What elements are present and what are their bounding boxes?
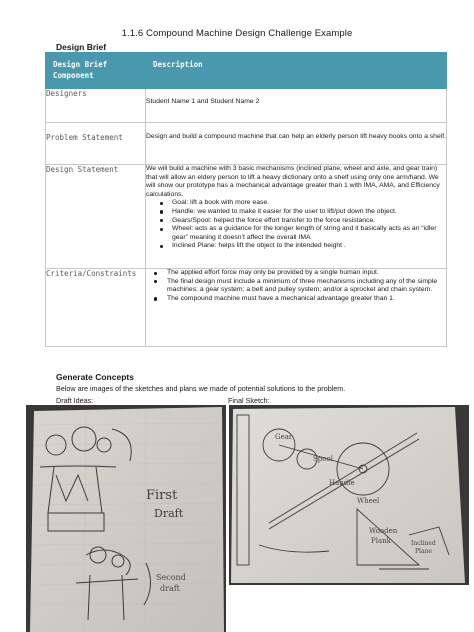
draft-note-draft: Draft xyxy=(154,507,184,520)
draft-note-second: Second xyxy=(156,573,186,582)
draft-ideas-label: Draft Ideas: xyxy=(56,396,94,405)
final-note-gear: Gear xyxy=(275,433,293,441)
table-row-design xyxy=(46,165,447,269)
page-title: 1.1.6 Compound Machine Design Challenge Example xyxy=(121,28,353,39)
final-sketch-label: Final Sketch: xyxy=(228,396,270,405)
header-description: Description xyxy=(146,53,447,89)
design-brief-heading: Design Brief xyxy=(56,42,107,52)
criteria-bullets xyxy=(146,269,446,303)
list-item: Gears/Spool: helped the force effort transfer to the force resistance. xyxy=(146,217,446,226)
list-item: Goal: lift a book with more ease. xyxy=(146,199,446,208)
final-note-handle: Handle xyxy=(329,479,355,487)
list-item: Wheel: acts as a guidance for the longer length of string and it basically acts as an “idler gear” meaning it doesn’t affect the overall IMA xyxy=(146,225,446,242)
design-brief-table xyxy=(45,52,447,347)
design-bullets xyxy=(146,199,446,251)
table-row-criteria xyxy=(46,269,447,347)
table-row-problem xyxy=(46,123,447,165)
design-cell xyxy=(146,165,447,269)
design-statement-text: We will build a machine with 3 basic mechanisms (inclined plane, wheel and axle, and gear train) that will allow an eldery person to lift a heavy dictionary onto a shelf using only one arm/hand. We will show our prototype has a mechanical advantage greater than 1 with IMA, AMA, and Efficiency calculations. xyxy=(146,165,440,198)
row-label-designers: Designers xyxy=(46,89,146,123)
draft-note-first: First xyxy=(146,488,178,503)
draft-note-draft-2: draft xyxy=(160,584,180,593)
final-note-plane: Plane xyxy=(415,548,432,555)
header-component: Design Brief Component xyxy=(46,53,146,89)
list-item: Inclined Plane: helps lift the object to the intended height . xyxy=(146,242,446,251)
criteria-cell xyxy=(146,269,447,347)
row-label-problem: Problem Statement xyxy=(46,123,146,165)
designers-text: Student Name 1 and Student Name 2 xyxy=(146,89,447,123)
final-note-inclined: Inclined xyxy=(411,540,436,547)
final-sketch-photo xyxy=(229,405,469,585)
final-note-wheel: Wheel xyxy=(357,497,380,505)
blank-area xyxy=(229,585,474,632)
final-note-plank: Plank xyxy=(371,537,391,545)
row-label-criteria: Criteria/Constraints xyxy=(46,269,146,347)
list-item: The compound machine must have a mechanical advantage greater than 1. xyxy=(146,295,446,304)
problem-text: Design and build a compound machine that can help an elderly person lift heavy books onto a shelf. xyxy=(146,123,447,165)
draft-sketch-photo xyxy=(26,405,226,632)
list-item: The applied effort force may only be provided by a single human input. xyxy=(146,269,446,278)
list-item: Handle: we wanted to make it easier for the user to lift/put down the object. xyxy=(146,208,446,217)
final-note-spool: Spool xyxy=(313,455,333,463)
row-label-design: Design Statement xyxy=(46,165,146,269)
final-note-wooden: Wooden xyxy=(369,527,398,535)
list-item: The final design must include a minimum of three mechanisms including any of the simple machines: a gear system; a belt and pulley system; and/or a sprocket and chain system. xyxy=(146,278,446,295)
table-header-row xyxy=(46,53,447,89)
table-row-designers xyxy=(46,89,447,123)
concepts-description: Below are images of the sketches and plans we made of potential solutions to the problem. xyxy=(56,384,346,393)
generate-concepts-heading: Generate Concepts xyxy=(56,372,134,382)
